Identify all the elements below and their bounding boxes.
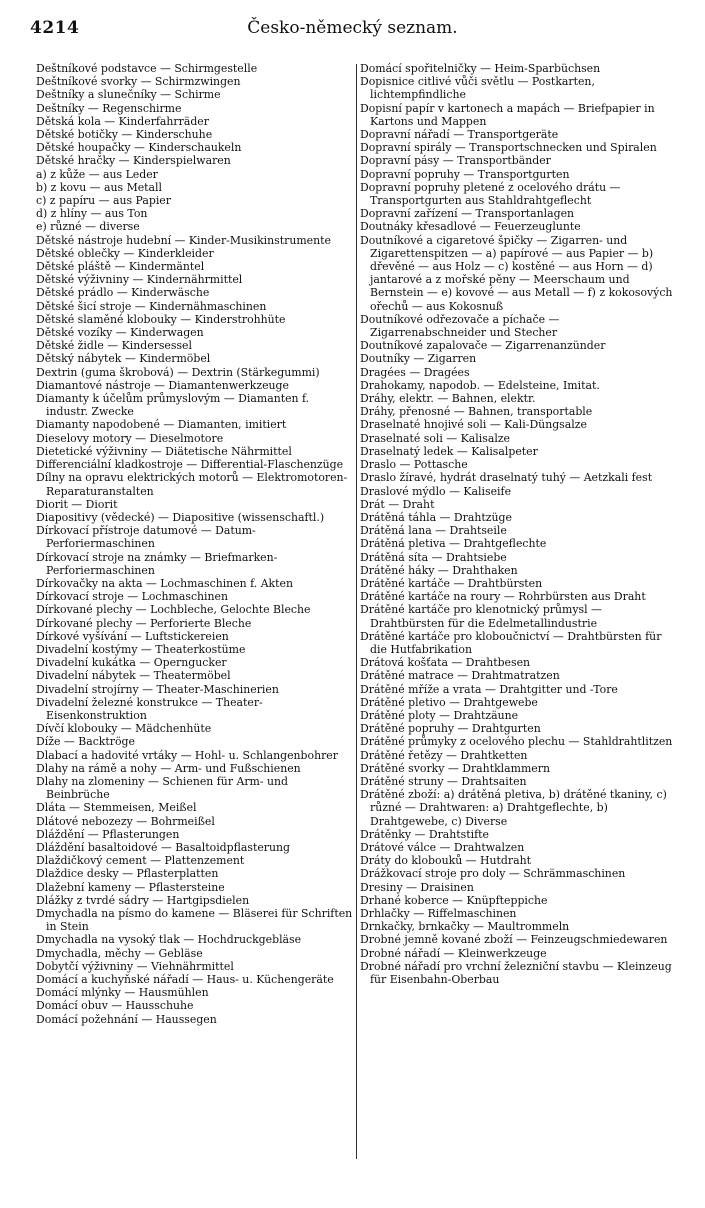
index-entry: Drátěnky — Drahtstifte (360, 827, 489, 841)
index-entry: Dextrin (guma škrobová) — Dextrin (Stärkegummi) (36, 365, 320, 379)
index-entry: Drátěná síta — Drahtsiebe (360, 550, 507, 564)
index-entry: Dětské prádlo — Kinderwäsche (36, 286, 210, 300)
index-entry: Drátěná lana — Drahtseile (360, 524, 507, 538)
index-entry: Dopisní papír v kartonech a mapách — Briefpapier in Kartons und Mappen (360, 101, 655, 128)
index-entry: Drátěné háky — Drahthaken (360, 563, 518, 577)
index-entry: Diamanty k účelům průmyslovým — Diamanten f. industr. Zwecke (36, 392, 310, 419)
index-entry: Dírkovačky na akta — Lochmaschinen f. Akten (36, 576, 293, 590)
index-entry: Dopisnice citlivé vůči světlu — Postkarten, lichtempfindliche (360, 75, 595, 102)
index-entry: b) z kovu — aus Metall (36, 180, 163, 194)
index-entry: Dlaždice desky — Pflasterplatten (36, 867, 219, 881)
index-entry: Drátěné matrace — Drahtmatratzen (360, 669, 560, 683)
index-entry: e) různé — diverse (36, 220, 140, 234)
index-entry: Drahokamy, napodob. — Edelsteine, Imitat. (360, 378, 600, 392)
index-entry: Dláždění — Pflasterungen (36, 827, 180, 841)
index-entry: d) z hlíny — aus Ton (36, 207, 148, 221)
index-entry: Dětské pláště — Kindermäntel (36, 260, 205, 274)
index-entry: Drátěné popruhy — Drahtgurten (360, 722, 541, 736)
index-entry: Dláždění basaltoidové — Basaltoidpflasterung (36, 840, 290, 854)
index-entry: Dlahy na zlomeniny — Schienen für Arm- und Beinbrüche (36, 774, 289, 802)
index-entry: Dmychadla na písmo do kamene — Bläserei für Schriften in Stein (36, 907, 353, 934)
index-entry: Domácí a kuchyňské nářadí — Haus- u. Küchengeräte (36, 973, 334, 987)
index-entry: Drátěné kartáče na roury — Rohrbürsten aus Draht (360, 590, 646, 604)
index-entry: Drátěné kartáče pro klenotnický průmysl — Drahtbürsten für die Edelmetallindustrie (360, 603, 602, 630)
index-entry: Dírkované plechy — Perforierte Bleche (36, 616, 252, 630)
index-entry: Deštníkové svorky — Schirmzwingen (36, 75, 241, 89)
index-entry: Dětské botičky — Kinderschuhe (36, 128, 213, 142)
index-entry: a) z kůže — aus Leder (36, 167, 158, 181)
index-entry: Deštníky a slunečníky — Schirme (36, 88, 221, 102)
index-entry: Drátěná táhla — Drahtzüge (360, 510, 512, 524)
index-entry: Dopravní nářadí — Transportgeräte (360, 128, 559, 142)
index-entry: Divadelní nábytek — Theatermöbel (36, 669, 231, 683)
index-entry: Drát — Draht (360, 497, 435, 511)
index-entry: Dlažební kameny — Pflastersteine (36, 880, 225, 894)
page-number: 4214 (30, 18, 80, 38)
index-entry: Drátěné struny — Drahtsaiten (360, 774, 527, 788)
index-entry: Dětské vozíky — Kinderwagen (36, 326, 204, 340)
index-entry: Drátěné ploty — Drahtzäune (360, 708, 519, 722)
index-entry: Díže — Backtröge (36, 735, 135, 749)
index-entry: Drátěné mříže a vrata — Drahtgitter und -Tore (360, 682, 618, 696)
page-title: Česko-německý seznam. (247, 18, 458, 38)
right-column (360, 62, 678, 986)
index-entry: Diapositivy (vědecké) — Diapositive (wissenschaftl.) (36, 510, 325, 524)
index-entry: Dlahy na rámě a nohy — Arm- und Fußschienen (36, 761, 301, 775)
index-entry: Dírkovací stroje — Lochmaschinen (36, 590, 229, 604)
index-entry: Draslo žíravé, hydrát draselnatý tuhý — Aetzkali fest (360, 471, 653, 485)
index-entry: Dírkované plechy — Lochbleche, Gelochte Bleche (36, 603, 311, 617)
index-entry: Dragées — Dragées (360, 365, 470, 379)
index-entry: Dlaždičkový cement — Plattenzement (36, 854, 245, 868)
index-entry: Dívčí klobouky — Mädchenhüte (36, 722, 212, 736)
index-entry: Doutníkové zapalovače — Zigarrenanzünder (360, 339, 606, 353)
index-entry: Dětské oblečky — Kinderkleider (36, 246, 214, 260)
index-entry: Drátěné průmyky z ocelového plechu — Stahldrahtlitzen (360, 735, 673, 749)
index-entry: Drhané koberce — Knüpfteppiche (360, 893, 548, 907)
index-entry: Drátová košťata — Drahtbesen (360, 656, 531, 670)
index-entry: Deštníkové podstavce — Schirmgestelle (36, 62, 258, 75)
index-entry: Dráhy, elektr. — Bahnen, elektr. (360, 392, 536, 406)
index-entry: Dopravní popruhy — Transportgurten (360, 167, 570, 181)
index-entry: Draslové mýdlo — Kaliseife (360, 484, 512, 498)
index-entry: Dopravní spirály — Transportschnecken und Spiralen (360, 141, 657, 155)
index-entry: Dětské výživniny — Kindernährmittel (36, 273, 243, 287)
index-entry: Dětské houpačky — Kinderschaukeln (36, 141, 242, 155)
index-entry: Divadelní železné konstrukce — Theater-Eisenkonstruktion (36, 695, 263, 722)
index-entry: Dírkovací přístroje datumové — Datum-Perforiermaschinen (36, 524, 256, 551)
index-entry: Diorit — Diorit (36, 497, 118, 511)
index-entry: Dietetické výživniny — Diätetische Nährmittel (36, 444, 292, 458)
index-entry: Dírkové vyšívání — Luftstickereien (36, 629, 229, 643)
index-entry: Drátěné zboží: a) drátěná pletiva, b) drátěné tkaniny, c) různé — Drahtwaren: a) Drahtgeflechte, b) Drahtgewebe, c) Diverse (360, 788, 667, 828)
index-entry: Drobné nářadí pro vrchní železniční stavbu — Kleinzeug für Eisenbahn-Oberbau (360, 959, 672, 987)
index-entry: Dráty do klobouků — Hutdraht (360, 854, 531, 868)
index-entry: Drátěné kartáče — Drahtbürsten (360, 576, 543, 590)
index-entry: Doutnáky křesadlové — Feuerzeuglunte (360, 220, 581, 234)
index-entry: Drátěné pletivo — Drahtgewebe (360, 695, 538, 709)
index-entry: Dětská kola — Kinderfahrräder (36, 114, 209, 128)
index-entry: Drátěná pletiva — Drahtgeflechte (360, 537, 547, 551)
index-entry: Dmychadla, měchy — Gebläse (36, 946, 203, 960)
index-entry: Dopravní zařízení — Transportanlagen (360, 207, 575, 221)
index-entry: Domácí mlýnky — Hausmühlen (36, 986, 209, 1000)
index-entry: Draslo — Pottasche (360, 458, 468, 472)
index-entry: Domácí obuv — Hausschuhe (36, 999, 194, 1013)
index-entry: Draselnatý ledek — Kalisalpeter (360, 444, 538, 458)
index-entry: Differenciální kladkostroje — Differential-Flaschenzüge (36, 458, 344, 472)
index-entry: Drátěné svorky — Drahtklammern (360, 761, 550, 775)
index-entry: Dírkovací stroje na známky — Briefmarken-Perforiermaschinen (36, 550, 278, 577)
index-entry: Dráhy, přenosné — Bahnen, transportable (360, 405, 593, 419)
index-entry: Drhlačky — Riffelmaschinen (360, 907, 517, 920)
index-entry: c) z papíru — aus Papier (36, 194, 171, 208)
left-column (36, 62, 354, 1026)
index-entry: Drátěné řetězy — Drahtketten (360, 748, 528, 762)
index-entry: Dětské slaměné klobouky — Kinderstrohhüte (36, 312, 286, 326)
index-entry: Drobné nářadí — Kleinwerkzeuge (360, 946, 547, 960)
column-divider (356, 64, 357, 1159)
index-entry: Dopravní pásy — Transportbänder (360, 154, 551, 168)
index-entry: Domácí požehnání — Haussegen (36, 1012, 217, 1026)
index-entry: Dětské nástroje hudební — Kinder-Musikinstrumente (36, 233, 331, 247)
index-entry: Drnkačky, brnkačky — Maultrommeln (360, 920, 570, 934)
index-entry: Dlátové nebozezy — Bohrmeißel (36, 814, 215, 828)
index-entry: Dětské židle — Kindersessel (36, 339, 192, 353)
index-entry: Dílny na opravu elektrických motorů — Elektromotoren-Reparaturanstalten (36, 471, 348, 498)
index-entry: Domácí spořitelničky — Heim-Sparbüchsen (360, 62, 601, 75)
index-entry: Dmychadla na vysoký tlak — Hochdruckgebläse (36, 933, 302, 947)
index-entry: Divadelní kostýmy — Theaterkostüme (36, 642, 246, 656)
index-entry: Dopravní popruhy pletené z ocelového drátu — Transportgurten aus Stahldrahtgeflecht (360, 180, 621, 208)
index-entry: Divadelní kukátka — Operngucker (36, 656, 227, 670)
index-entry: Drobné jemně kované zboží — Feinzeugschmiedewaren (360, 933, 668, 947)
index-entry: Dlabací a hadovité vrtáky — Hohl- u. Schlangenbohrer (36, 748, 338, 762)
index-columns (36, 62, 676, 1172)
index-entry: Dětské hračky — Kinderspielwaren (36, 154, 231, 168)
index-entry: Dětský nábytek — Kindermöbel (36, 352, 211, 366)
index-entry: Deštníky — Regenschirme (36, 101, 182, 115)
index-entry: Doutníky — Zigarren (360, 352, 477, 366)
index-entry: Dobytčí výživniny — Viehnährmittel (36, 959, 234, 973)
index-entry: Doutníkové a cigaretové špičky — Zigarren- und Zigarettenspitzen — a) papírové — aus Papier — b) dřevěné — aus Holz — c) kostěné — aus Horn — d) jantarové a z mořské pěny — Meerschaum und Bernstein — e) kovové — aus Metall — f) z kokosových ořechů — aus Kokosnuß (360, 233, 673, 313)
index-entry: Divadelní strojírny — Theater-Maschinerien (36, 682, 279, 696)
index-entry: Draselnaté hnojivé soli — Kali-Düngsalze (360, 418, 587, 432)
page-header (30, 18, 675, 40)
index-entry: Dláta — Stemmeisen, Meißel (36, 801, 197, 815)
index-entry: Draselnaté soli — Kalisalze (360, 431, 511, 445)
index-entry: Dlážky z tvrdé sádry — Hartgipsdielen (36, 893, 250, 907)
index-entry: Drážkovací stroje pro doly — Schrämmaschinen (360, 867, 626, 881)
index-entry: Dieselovy motory — Dieselmotore (36, 431, 224, 445)
index-entry: Dětské šicí stroje — Kindernähmaschinen (36, 299, 267, 313)
index-entry: Drátěné kartáče pro kloboučnictví — Drahtbürsten für die Hutfabrikation (360, 629, 662, 656)
index-entry: Drátové válce — Drahtwalzen (360, 840, 525, 854)
index-entry: Diamantové nástroje — Diamantenwerkzeuge (36, 378, 289, 392)
index-entry: Diamanty napodobené — Diamanten, imitiert (36, 418, 287, 432)
index-entry: Doutníkové odřezovače a píchače — Zigarrenabschneider und Stecher (360, 312, 560, 340)
index-entry: Dresiny — Draisinen (360, 880, 474, 894)
